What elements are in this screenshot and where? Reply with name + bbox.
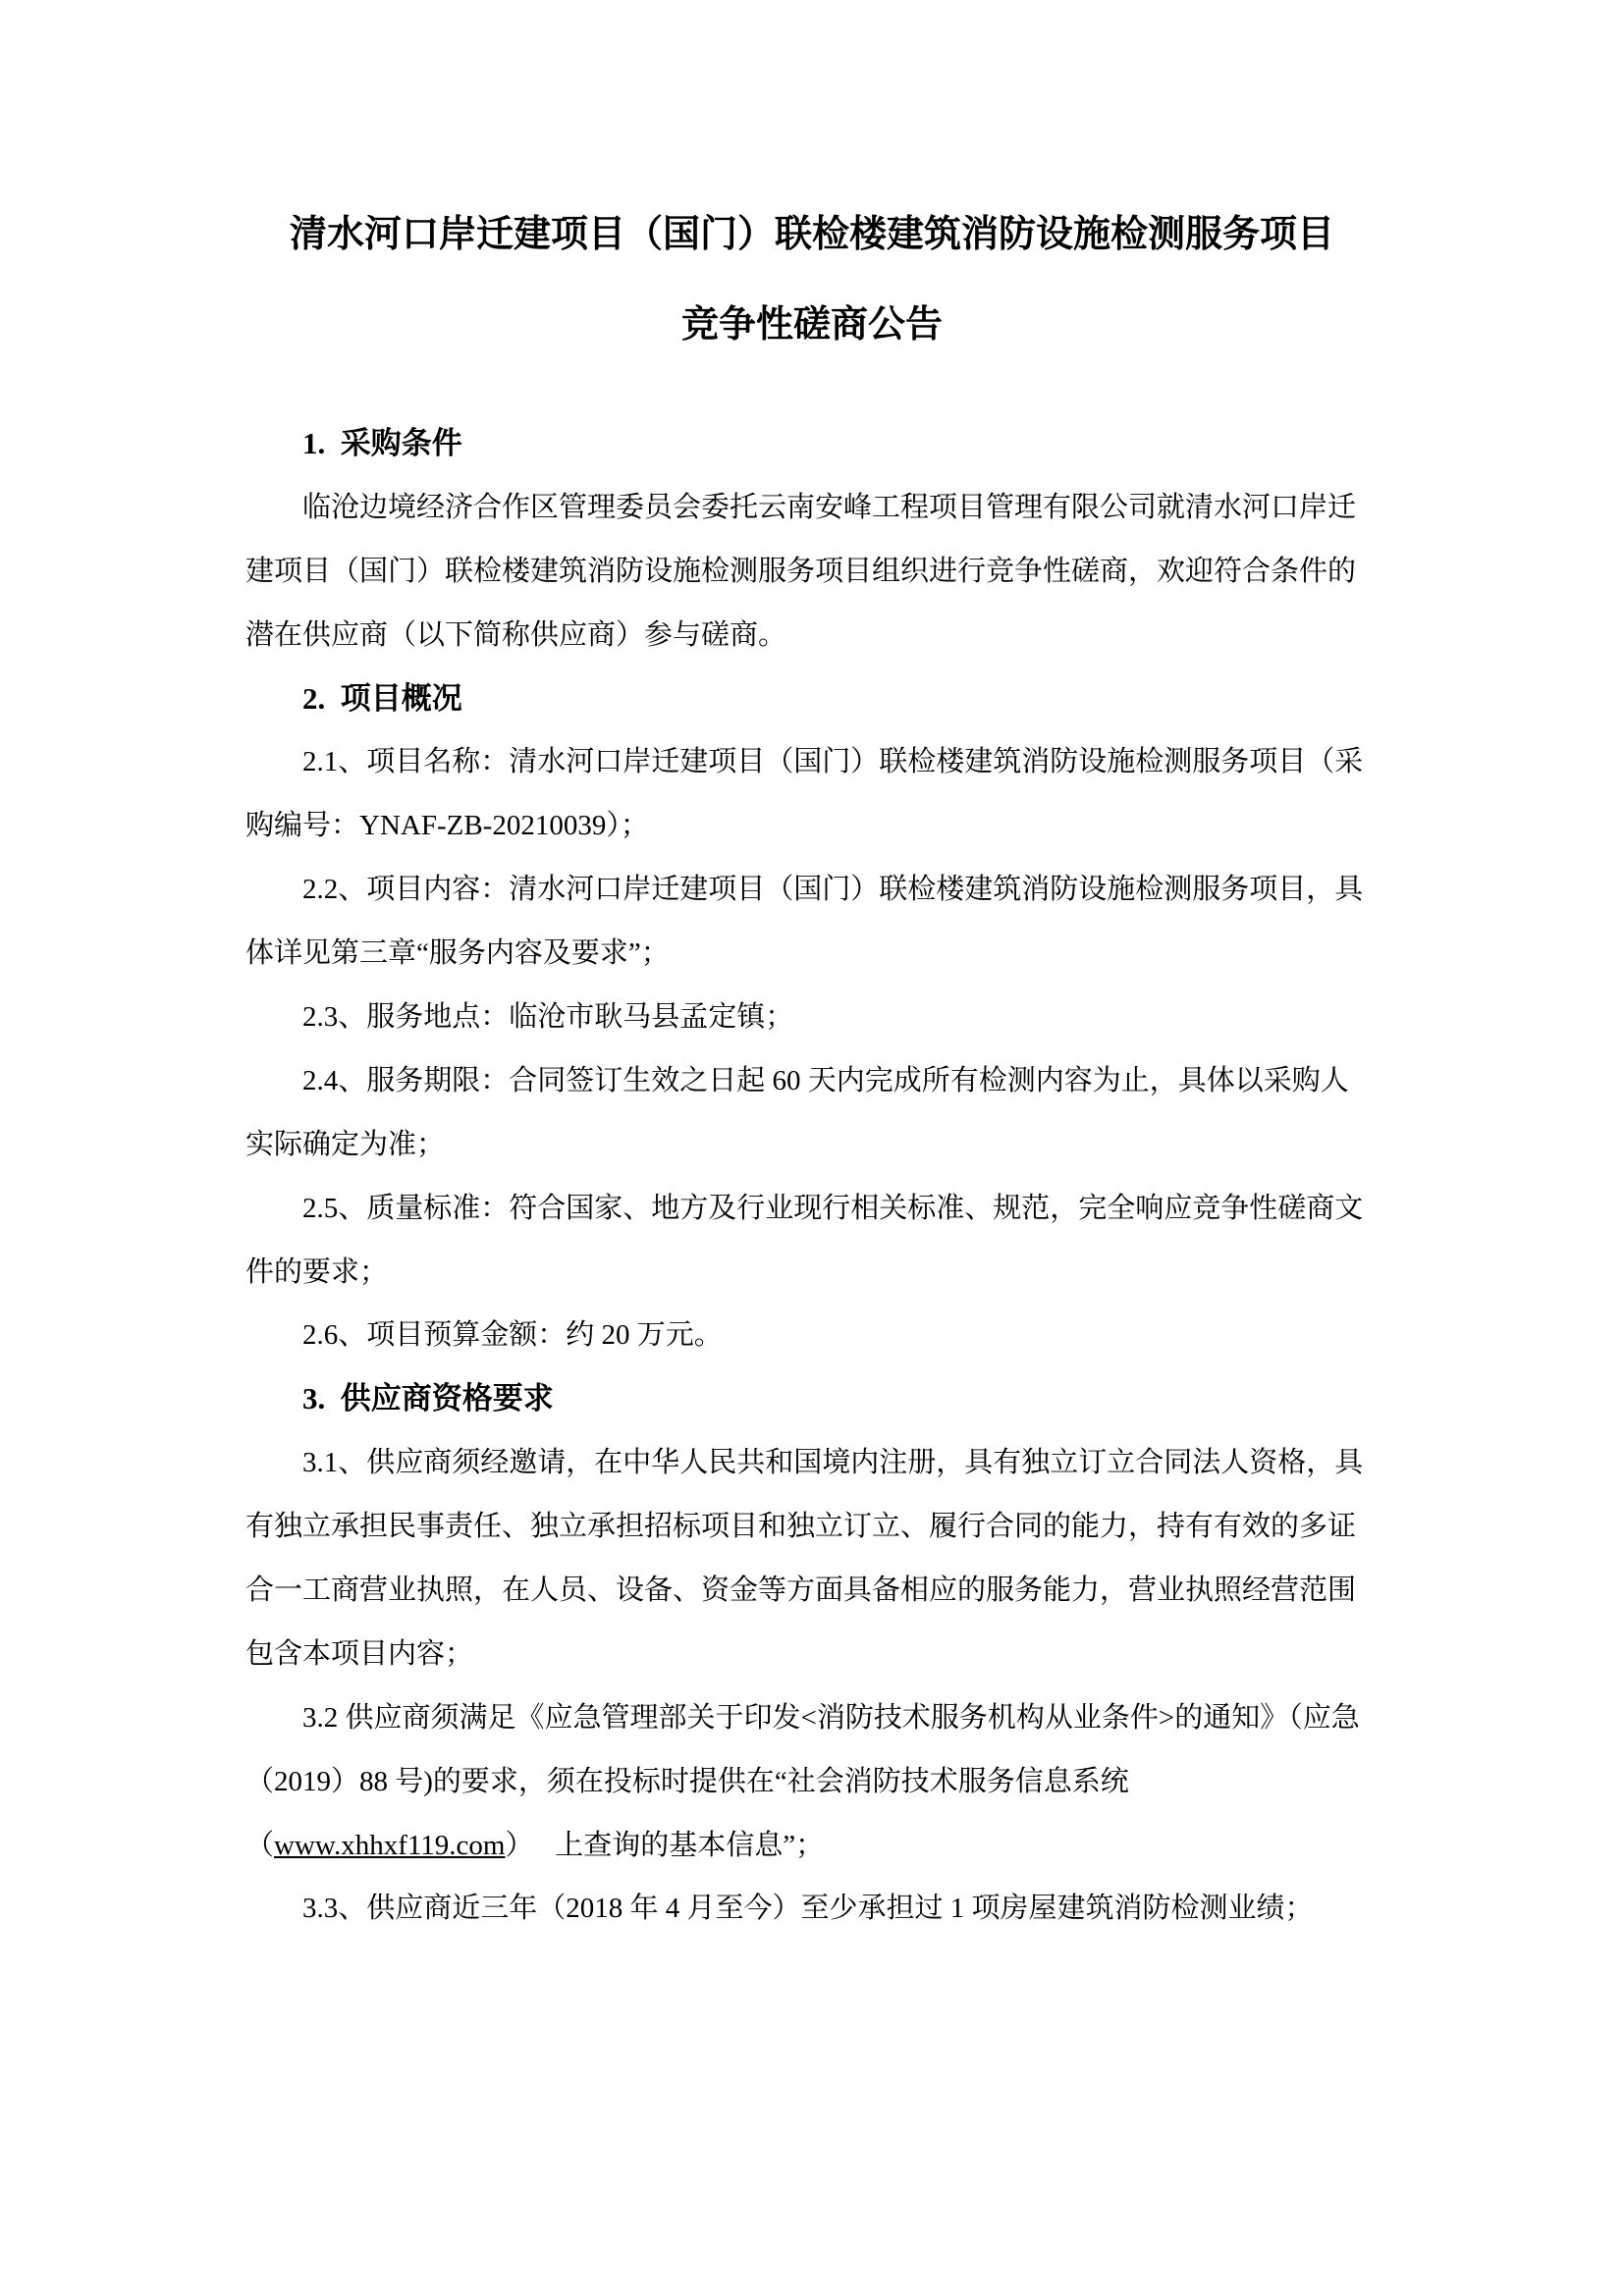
document-line: 2.2、项目内容：清水河口岸迁建项目（国门）联检楼建筑消防设施检测服务项目，具	[302, 874, 1364, 906]
document-line: 2.3、服务地点：临沧市耿马县孟定镇；	[302, 1001, 794, 1034]
document-line: 合一工商营业执照，在人员、设备、资金等方面具备相应的服务能力，营业执照经营范围	[245, 1575, 1357, 1607]
document-line: （2019）88 号)的要求，须在投标时提供在“社会消防技术服务信息系统	[245, 1765, 1129, 1797]
document-line: 3.1、供应商须经邀请，在中华人民共和国境内注册，具有独立订立合同法人资格，具	[302, 1447, 1364, 1479]
document-line: 2.4、服务期限：合同签订生效之日起 60 天内完成所有检测内容为止，具体以采购人	[302, 1064, 1349, 1096]
document-line	[245, 1814, 1384, 1878]
document-line: 2.5、质量标准：符合国家、地方及行业现行相关标准、规范，完全响应竞争性磋商文	[302, 1192, 1364, 1224]
document-line: 3. 供应商资格要求	[302, 1381, 554, 1416]
document-line: 3.2 供应商须满足《应急管理部关于印发<消防技术服务机构从业条件>的通知》（应急	[302, 1701, 1360, 1734]
document-line: 建项目（国门）联检楼建筑消防设施检测服务项目组织进行竞争性磋商，欢迎符合条件的	[245, 555, 1357, 587]
document-line: 潜在供应商（以下简称供应商）参与磋商。	[245, 618, 787, 651]
document-line: 2. 项目概况	[302, 680, 462, 716]
document-title-line-1: 清水河口岸迁建项目（国门）联检楼建筑消防设施检测服务项目	[289, 214, 1334, 255]
url-prefix-text: （	[245, 1829, 275, 1861]
document-line: 包含本项目内容；	[245, 1637, 474, 1670]
document-body	[245, 412, 1384, 1941]
document-line: 3.3、供应商近三年（2018 年 4 月至今）至少承担过 1 项房屋建筑消防检测业绩；	[302, 1893, 1314, 1925]
document-line: 临沧边境经济合作区管理委员会委托云南安峰工程项目管理有限公司就清水河口岸迁	[302, 491, 1357, 523]
document-line: 实际确定为准；	[245, 1128, 446, 1160]
document-line: 件的要求；	[245, 1255, 389, 1288]
document-line: 2.1、项目名称：清水河口岸迁建项目（国门）联检楼建筑消防设施检测服务项目（采	[302, 746, 1364, 778]
document-line: 有独立承担民事责任、独立承担招标项目和独立订立、履行合同的能力，持有有效的多证	[245, 1511, 1357, 1543]
url-link[interactable]: www.xhhxf119.com	[274, 1829, 506, 1861]
url-suffix-text: ） 上查询的基本信息”；	[505, 1829, 825, 1861]
document-line: 体详见第三章“服务内容及要求”；	[245, 937, 670, 970]
document-line: 1. 采购条件	[302, 426, 462, 460]
document-title-line-2: 竞争性磋商公告	[680, 304, 943, 346]
document-line: 2.6、项目预算金额：约 20 万元。	[302, 1319, 723, 1352]
document-line: 购编号：YNAF-ZB-20210039）；	[245, 810, 649, 842]
